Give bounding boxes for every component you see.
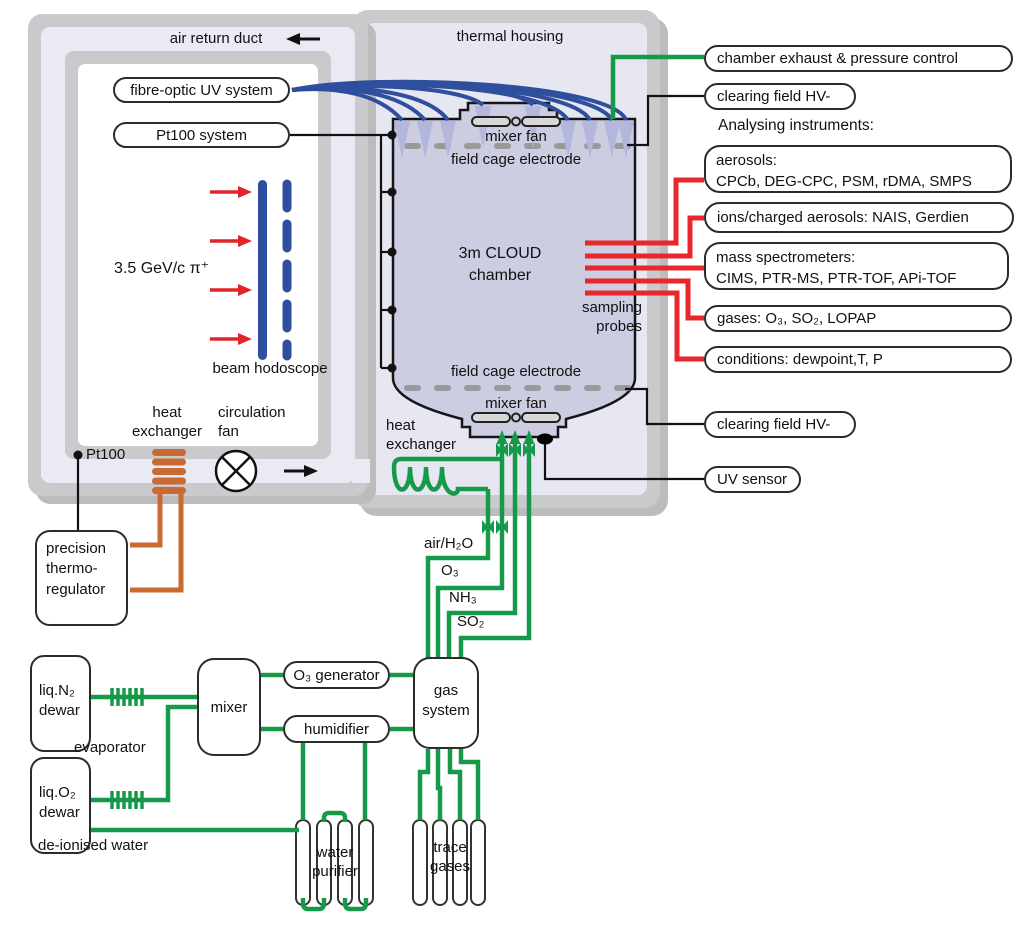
uv-sensor-label: UV sensor: [717, 471, 788, 488]
field-cage-bottom-label: field cage electrode: [450, 363, 582, 380]
so2-label: SO₂: [457, 613, 485, 630]
heat-exchanger-chamber-label: heat exchanger: [386, 417, 457, 453]
clearing-field-hv-bottom-label: clearing field HV-: [717, 416, 831, 433]
air-return-duct-label: air return duct: [169, 30, 263, 47]
uv-sensor-dot: [537, 434, 553, 445]
liq-n2-dewar-box: liq.N₂ dewar: [30, 655, 91, 752]
conditions-instruments-box: [704, 346, 1012, 373]
water-purifier-label: water purifier: [312, 844, 358, 880]
clearing-field-hv-top-label: clearing field HV-: [717, 88, 831, 105]
duct-housing-passage: [352, 459, 370, 483]
aerosols-line1: aerosols:: [716, 152, 777, 169]
liq-o2-dewar-box: liq.O₂ dewar: [30, 757, 91, 854]
o3-label: O₃: [441, 562, 459, 579]
humidifier-box: humidifier: [283, 715, 390, 743]
trace-gases-label: trace gases: [429, 839, 471, 875]
aerosols-line2: CPCb, DEG-CPC, PSM, rDMA, SMPS: [716, 173, 972, 190]
mixer-fan-bottom-label: mixer fan: [485, 395, 547, 412]
sampling-probes-label: sampling probes: [581, 299, 642, 335]
ions-instruments-box: [704, 202, 1014, 233]
pt100-system-label: Pt100 system: [156, 126, 247, 144]
clearing-field-hv-bottom-callout: [704, 411, 856, 438]
mass-spec-line1: mass spectrometers:: [716, 249, 856, 266]
gases-label: gases: O₃, SO₂, LOPAP: [717, 310, 877, 327]
pt100-system-callout: [113, 122, 290, 148]
beam-hodoscope-label: beam hodoscope: [212, 360, 328, 377]
fibre-optic-uv-label: fibre-optic UV system: [130, 81, 273, 99]
gases-instruments-box: [704, 305, 1012, 332]
aerosols-instruments-box: [704, 145, 1012, 193]
nh3-label: NH₃: [449, 589, 477, 606]
clearing-field-hv-top-callout: [704, 83, 856, 110]
conditions-label: conditions: dewpoint,T, P: [717, 351, 883, 368]
mixer-fan-top-label: mixer fan: [485, 128, 547, 145]
heat-exchanger-left-label: heat exchanger: [131, 404, 203, 440]
pt100-probe-label: Pt100: [86, 446, 126, 463]
thermoregulator-box: precision thermo- regulator: [35, 530, 128, 626]
circulation-fan-label: circulation fan: [218, 404, 286, 440]
fibre-optic-uv-callout: [113, 77, 290, 103]
chamber-exhaust-callout: [704, 45, 1013, 72]
chamber-title: 3m CLOUD chamber: [458, 245, 542, 284]
o3-generator-box: O₃ generator: [283, 661, 390, 689]
circulation-fan-symbol: [216, 451, 256, 491]
evaporator-label: evaporator: [74, 739, 146, 756]
ions-label: ions/charged aerosols: NAIS, Gerdien: [717, 209, 969, 226]
gas-system-box: gas system: [413, 657, 479, 749]
mixer-box: mixer: [197, 658, 261, 756]
beam-energy-label: 3.5 GeV/c π⁺: [114, 260, 210, 277]
air-h2o-label: air/H₂O: [424, 535, 474, 552]
field-cage-top-label: field cage electrode: [450, 151, 582, 168]
mass-spec-line2: CIMS, PTR-MS, PTR-TOF, APi-TOF: [716, 270, 957, 287]
uv-sensor-callout: [704, 466, 801, 493]
chamber-exhaust-label: chamber exhaust & pressure control: [717, 50, 958, 67]
analysing-instruments-heading: Analysing instruments:: [718, 117, 874, 134]
deionised-water-label: de-ionised water: [38, 837, 149, 854]
mass-spectrometers-box: [704, 242, 1009, 290]
thermal-housing-label: thermal housing: [456, 28, 564, 45]
